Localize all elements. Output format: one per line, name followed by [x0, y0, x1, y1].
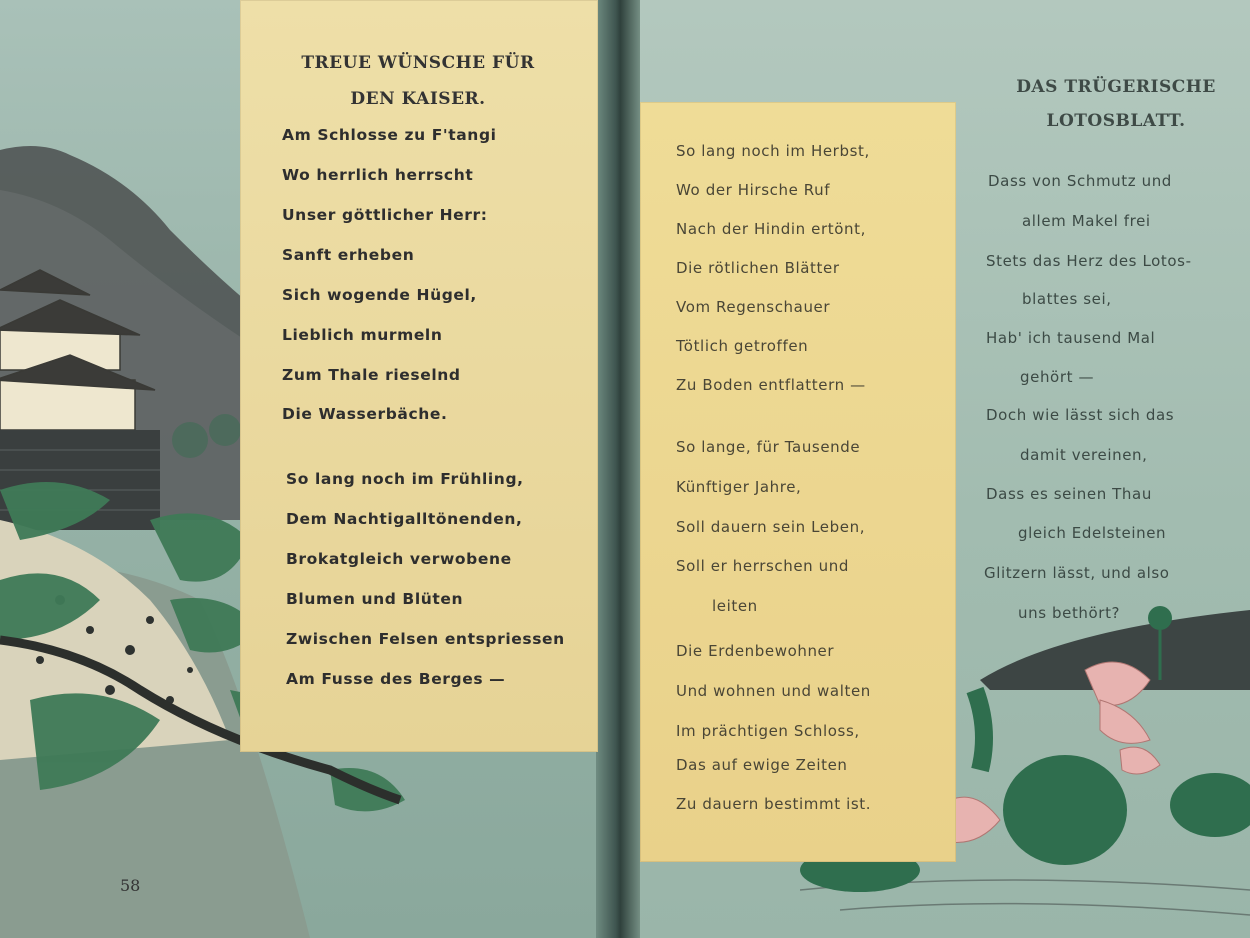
middle-poem-line: leiten [712, 597, 758, 615]
left-poem-line: Wo herrlich herrscht [282, 166, 474, 184]
page-number: 58 [120, 876, 141, 895]
middle-poem-line: Zu Boden entflattern — [676, 376, 866, 394]
right-poem-line: uns bethört? [1018, 604, 1121, 622]
right-poem-line: gleich Edelsteinen [1018, 524, 1167, 542]
left-poem-line: Am Schlosse zu F'tangi [282, 126, 497, 144]
middle-poem-line: Wo der Hirsche Ruf [676, 181, 831, 199]
middle-poem-line: Künftiger Jahre, [676, 478, 802, 496]
left-poem-line: Zwischen Felsen entspriessen [286, 630, 565, 648]
left-poem-line: Die Wasserbäche. [282, 405, 448, 423]
right-poem-line: Dass es seinen Thau [986, 485, 1152, 503]
right-poem-title-line-1: DAS TRÜGERISCHE [1016, 77, 1216, 97]
left-poem-line: Dem Nachtigalltönenden, [286, 510, 523, 528]
left-poem-line: Sich wogende Hügel, [282, 286, 477, 304]
middle-poem-line: Und wohnen und walten [676, 682, 871, 700]
right-poem-line: Stets das Herz des Lotos- [986, 252, 1192, 270]
left-poem-line: Lieblich murmeln [282, 326, 443, 344]
left-poem-line: Zum Thale rieselnd [282, 366, 461, 384]
right-poem-line: damit vereinen, [1020, 446, 1148, 464]
right-poem-line: allem Makel frei [1022, 212, 1151, 230]
left-poem-line: Unser göttlicher Herr: [282, 206, 488, 224]
book-gutter [596, 0, 640, 938]
middle-poem-line: Nach der Hindin ertönt, [676, 220, 866, 238]
middle-poem-line: Soll dauern sein Leben, [676, 518, 866, 536]
left-poem-line: Blumen und Blüten [286, 590, 464, 608]
middle-poem-line: Zu dauern bestimmt ist. [676, 795, 872, 813]
left-poem-line: Am Fusse des Berges — [286, 670, 506, 688]
left-poem-line: Brokatgleich verwobene [286, 550, 512, 568]
middle-poem-line: Das auf ewige Zeiten [676, 756, 848, 774]
right-poem-line: Glitzern lässt, und also [984, 564, 1170, 582]
middle-poem-line: Im prächtigen Schloss, [676, 722, 860, 740]
left-poem-line: Sanft erheben [282, 246, 415, 264]
right-poem-line: gehört — [1020, 368, 1095, 386]
left-poem-line: So lang noch im Frühling, [286, 470, 524, 488]
right-poem-line: Dass von Schmutz und [988, 172, 1172, 190]
middle-poem-line: Die Erdenbewohner [676, 642, 835, 660]
middle-poem-line: So lange, für Tausende [676, 438, 861, 456]
right-poem-line: blattes sei, [1022, 290, 1112, 308]
middle-poem-line: Soll er herrschen und [676, 557, 849, 575]
right-poem-line: Doch wie lässt sich das [986, 406, 1175, 424]
right-poem-title-line-2: LOTOSBLATT. [1046, 111, 1186, 131]
right-poem-line: Hab' ich tausend Mal [986, 329, 1156, 347]
left-poem-title-line-2: DEN KAISER. [350, 89, 486, 109]
middle-poem-line: Vom Regenschauer [676, 298, 831, 316]
middle-poem-line: Tötlich getroffen [676, 337, 809, 355]
middle-poem-line: Die rötlichen Blätter [676, 259, 840, 277]
left-poem-title-line-1: TREUE WÜNSCHE FÜR [301, 53, 535, 73]
middle-poem-line: So lang noch im Herbst, [676, 142, 870, 160]
